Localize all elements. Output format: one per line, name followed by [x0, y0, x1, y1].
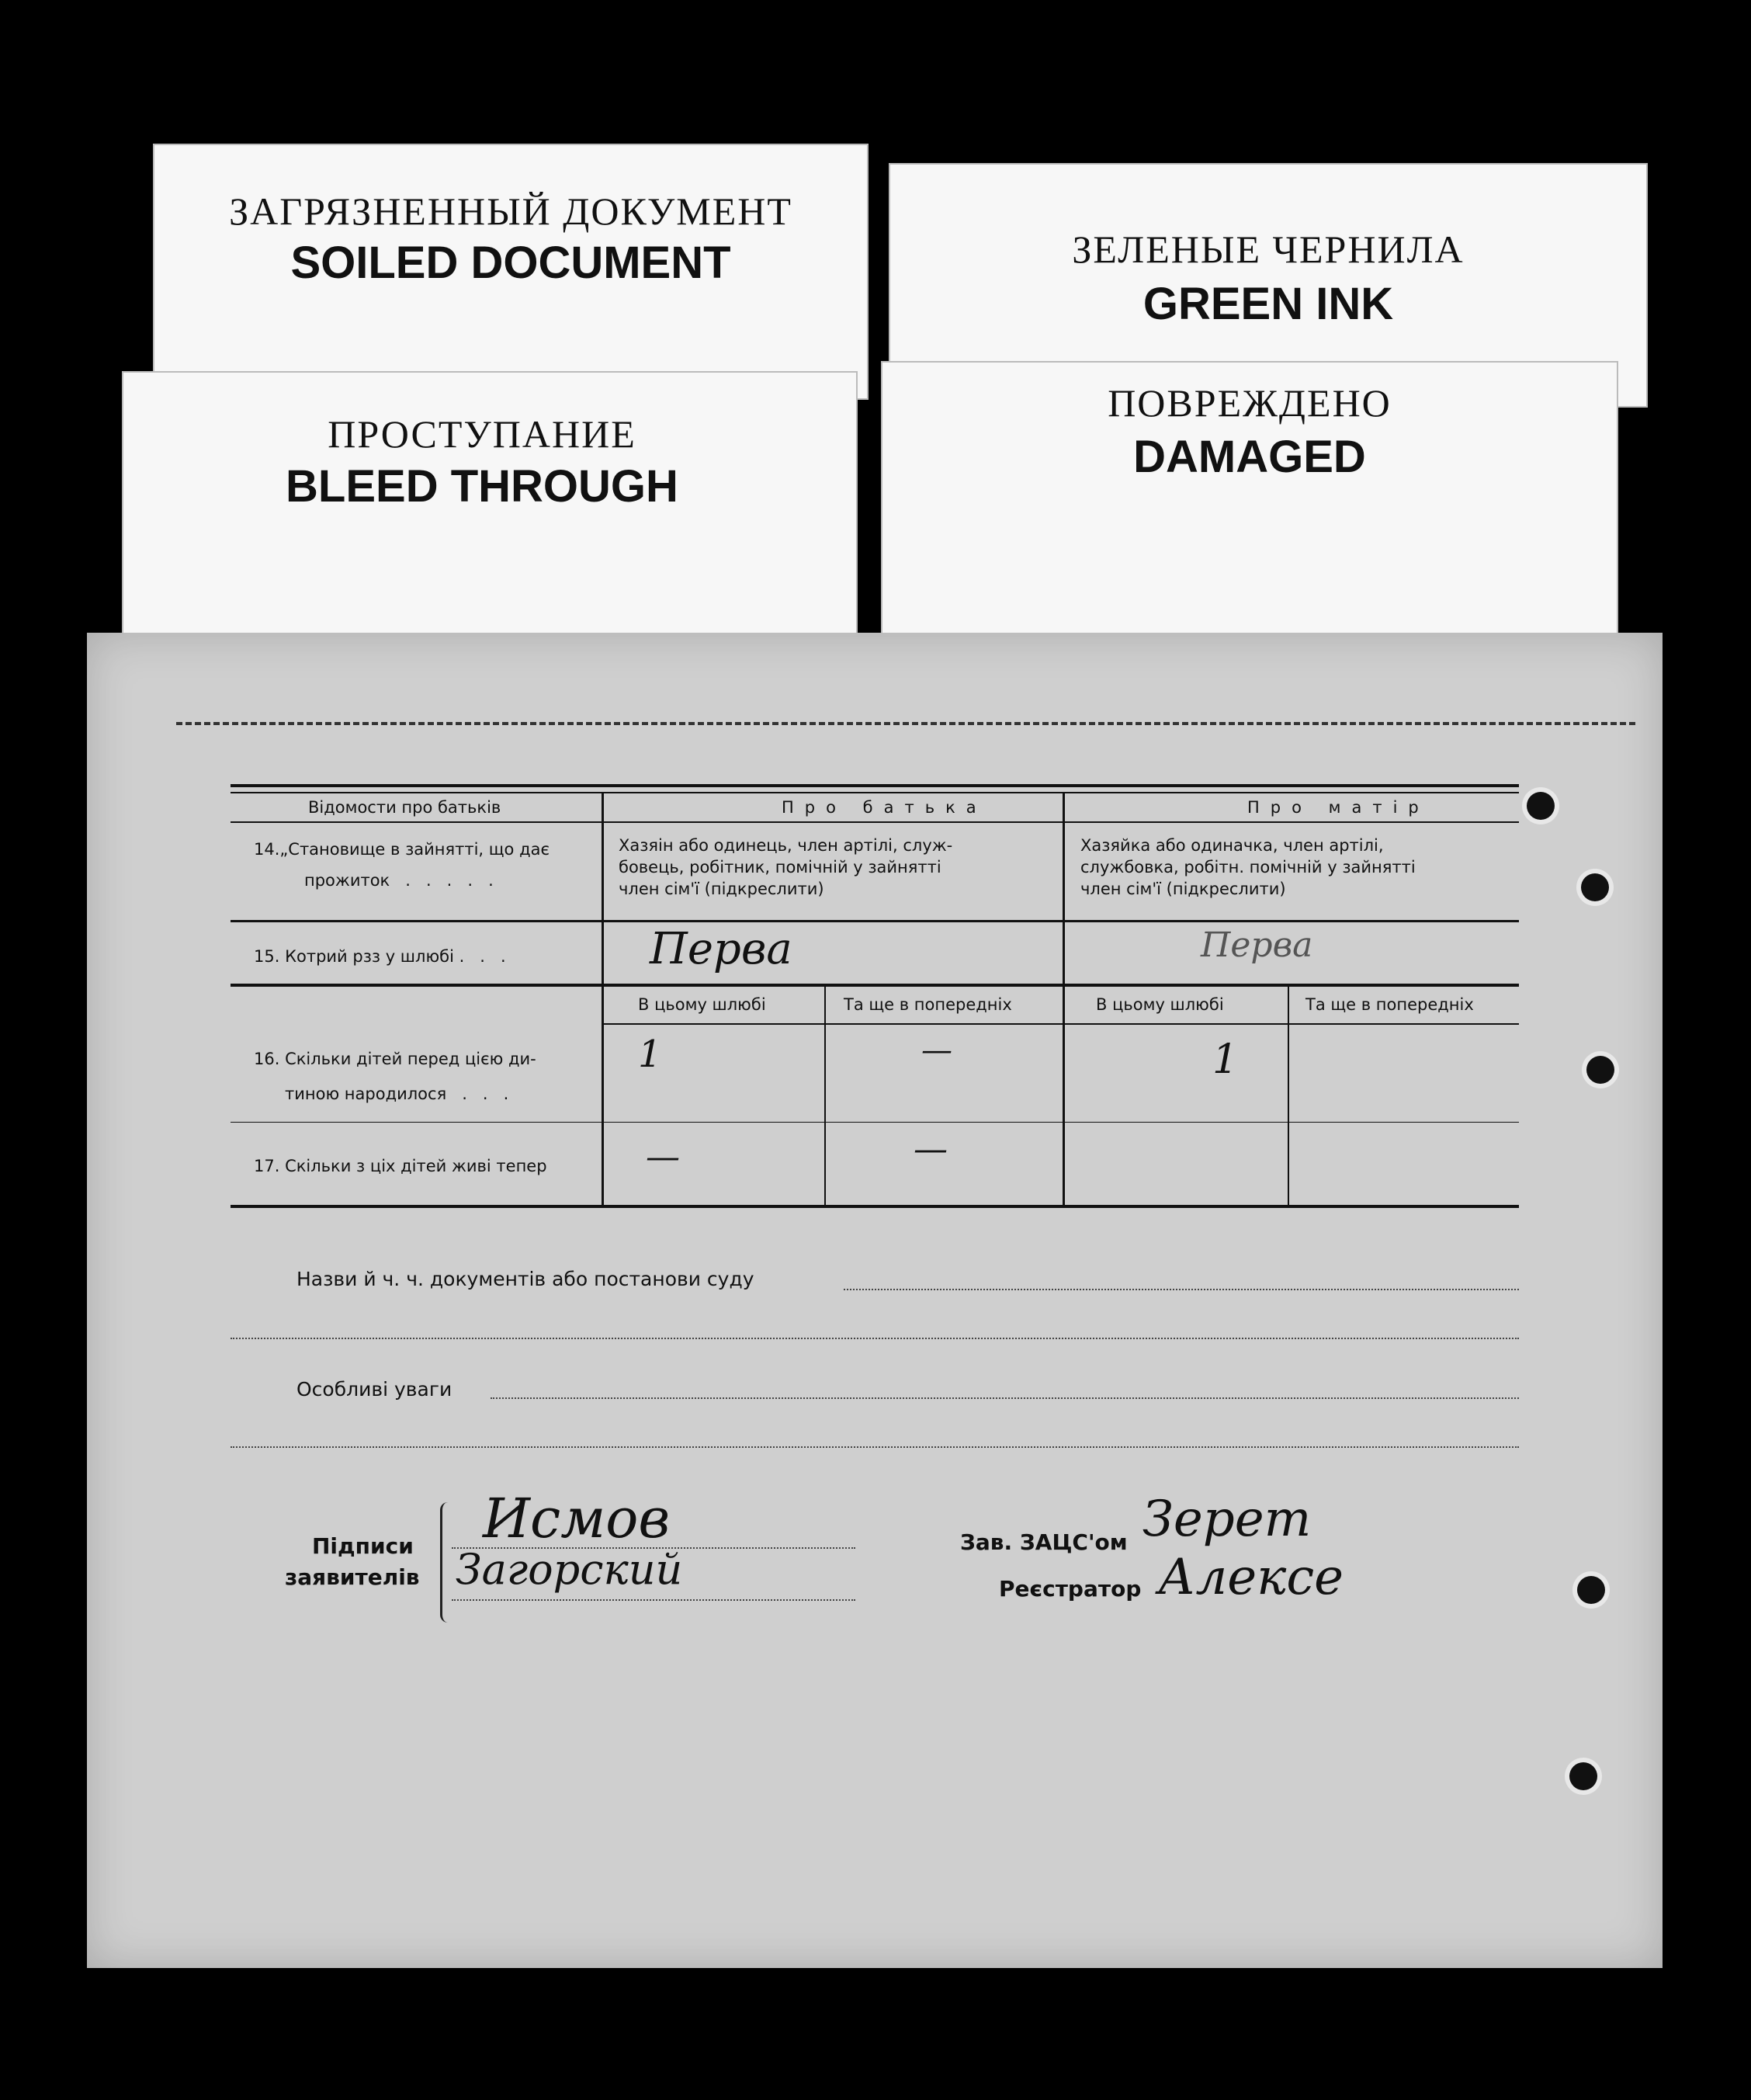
binding-hole [1586, 1056, 1614, 1084]
registrar-signature: Алексе [1158, 1549, 1344, 1606]
card-en-text: GREEN INK [1142, 279, 1394, 329]
card-ru-text: ЗЕЛЕНЫЕ ЧЕРНИЛА [1072, 227, 1465, 271]
signature-line-2 [452, 1599, 855, 1601]
form-sheet [87, 633, 1663, 1968]
row14-mother-line2: службовка, робітн. помічній у зайнятті [1080, 858, 1416, 876]
documents-label: Назви й ч. ч. документів або постанови суду [296, 1268, 754, 1290]
card-en-text: SOILED DOCUMENT [290, 238, 731, 288]
row17-label: 17. Скільки з ціх дітей живі тепер [254, 1157, 547, 1175]
perforation-line [176, 722, 1635, 725]
binding-hole [1527, 792, 1555, 820]
card-ru-text: ЗАГРЯЗНЕННЫЙ ДОКУМЕНТ [229, 189, 792, 233]
binding-hole [1581, 873, 1609, 901]
row17-father-this: — [646, 1137, 680, 1177]
row14-father-line2: бовець, робітник, помічній у зайнятті [619, 858, 941, 876]
applicant-signature-2: Загорский [456, 1545, 683, 1594]
row15-label: 15. Котрий рзз у шлюбі . . . [254, 947, 506, 966]
notes-label: Особливі уваги [296, 1378, 452, 1401]
notes-line-2 [231, 1446, 1519, 1448]
row16-label-line1: 16. Скільки дітей перед цією ди- [254, 1050, 536, 1068]
row14-father-line1: Хазяін або одинець, член артілі, служ- [619, 836, 953, 855]
subheader-father-previous: Та ще в попередніх [844, 995, 1012, 1014]
row16-father-previous: — [921, 1033, 952, 1068]
card-ru-text: ПРОСТУПАНИЕ [328, 412, 636, 456]
row14-label-line2: прожиток . . . . . [304, 871, 494, 890]
row14-father-line3: член сім'ї (підкреслити) [619, 880, 824, 898]
documents-line-2 [231, 1338, 1519, 1339]
signatures-label-line1: Підписи [312, 1533, 414, 1559]
row15-father-value: Перва [650, 924, 792, 974]
binding-hole [1569, 1762, 1597, 1790]
card-soiled-document [153, 144, 869, 400]
row14-mother-line3: член сім'ї (підкреслити) [1080, 880, 1286, 898]
subheader-mother-previous: Та ще в попередніх [1305, 995, 1474, 1014]
card-damaged [881, 361, 1618, 637]
head-of-office-signature: Зерет [1142, 1491, 1312, 1548]
subheader-father-this-marriage: В цьому шлюбі [638, 995, 766, 1014]
card-en-text: BLEED THROUGH [286, 461, 678, 512]
head-of-office-label: Зав. ЗАЦС'ом [960, 1529, 1128, 1555]
card-bleed-through [122, 371, 858, 643]
header-father: Про батька [782, 798, 987, 817]
row14-mother-line1: Хазяйка або одиначка, член артілі, [1080, 836, 1384, 855]
card-ru-text: ПОВРЕЖДЕНО [1108, 381, 1392, 425]
row16-label-line2: тиною народилося . . . [285, 1085, 509, 1103]
row17-father-previous: — [914, 1130, 948, 1169]
row16-mother-this: 1 [1212, 1036, 1239, 1083]
registrar-label: Реєстратор [999, 1576, 1142, 1602]
row14-label-line1: 14.„Становище в зайнятті, що дає [254, 840, 550, 859]
row16-father-this: 1 [638, 1033, 662, 1076]
applicant-signature-1: Исмов [483, 1487, 671, 1550]
binding-hole [1577, 1576, 1605, 1604]
header-mother: Про матір [1247, 798, 1430, 817]
row15-mother-value: Перва [1201, 925, 1313, 965]
documents-line-1 [844, 1289, 1519, 1290]
signatures-label-line2: заявителів [285, 1564, 420, 1590]
card-en-text: DAMAGED [1133, 432, 1366, 482]
signatures-brace [440, 1502, 450, 1623]
header-parents-info: Відомости про батьків [308, 798, 501, 817]
notes-line-1 [491, 1397, 1519, 1399]
subheader-mother-this-marriage: В цьому шлюбі [1096, 995, 1224, 1014]
